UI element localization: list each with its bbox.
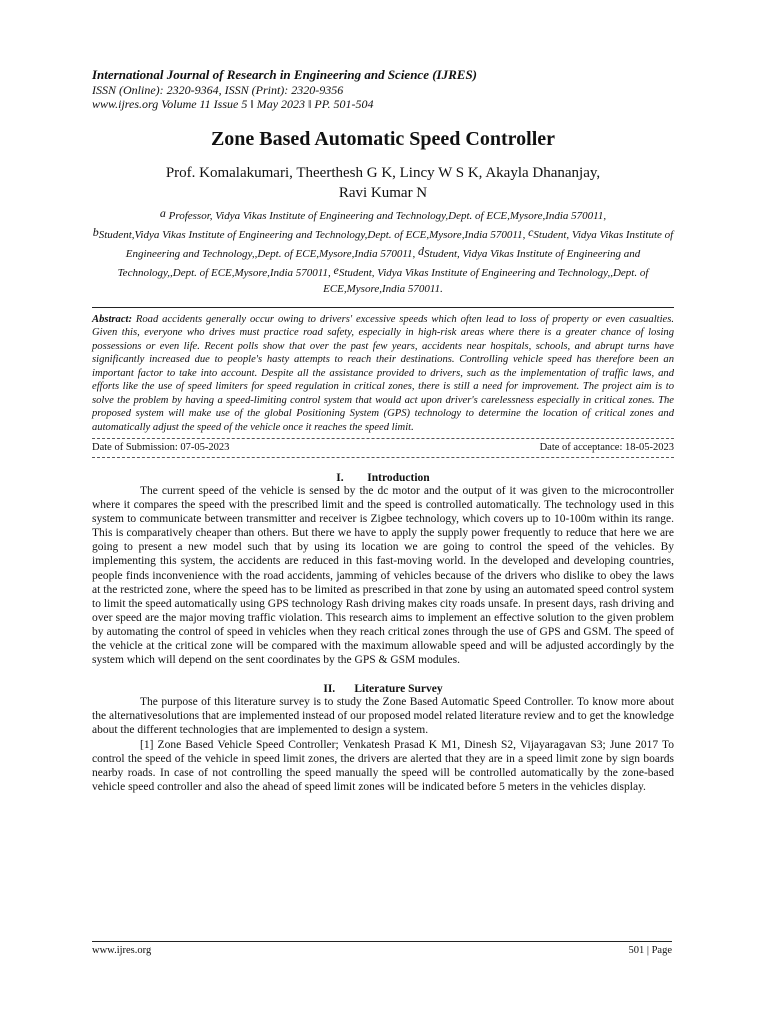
journal-header [92, 68, 674, 112]
paper-title: Zone Based Automatic Speed Controller [210, 127, 556, 150]
date-row [92, 439, 674, 457]
page-number: 501 | Page [628, 945, 672, 956]
literature-reference-1: [1] Zone Based Vehicle Speed Controller; Venkatesh Prasad K M1, Dinesh S2, Vijayaragavan S3; June 2017 To control the speed of the vehicle in speed limit zones, the drivers are alerted that they are in a speed limit zone by sign boards nearby roads. In case of not controlling the speed manually the speed will be controlled automatically by the zone-based vehicle speed controller and also the ahead of speed limit zones will be indicated before 5 meters in the vehicles display. [92, 738, 674, 793]
page-footer [92, 941, 672, 956]
introduction-paragraph: The current speed of the vehicle is sensed by the dc motor and the output of it was given to the microcontroller where it compares the speed with the prescribed limit and the speed is controlled automatically. The technology used in this system to communicate between transmitter and receiver is Zigbee technology, which covers up to 10-100m within its range. This is comparatively cheaper than others. But there we have to apply the supply power frequently to reduce that here we are going to present a new model such that by using its location we are going to control the speed of the vehicles. By implementing this system, the accidents are reduced in this fast-moving world. In the developed and developing countries, people finds inconvenience with the road accidents, jamming of vehicles because of the drivers who dislike to obey the laws at the restricted zone, where the speed has to be limited as prescribed in that zone by using an automated speed control system to limit the speed automatically using GPS technology Rash driving makes city roads unsafe. In present days, rash driving and over speed are the major moving traffic violation. This research aims to implement an effective solution to the given problem by automating the control of speed in vehicles when they reach critical zones through the use of GPS and GSM. The speed of the vehicle at the critical zone will be compared with the maximum allowable speed and will be adjusted accordingly by the system which will depend on the sent coordinates by the GPS & GSM modules. [92, 485, 674, 667]
journal-name: International Journal of Research in Engineering and Science (IJRES) [92, 67, 478, 82]
section-heading-literature-survey [92, 683, 674, 695]
footer-website: www.ijres.org [92, 945, 152, 956]
section-title: Introduction [367, 472, 430, 484]
journal-issue: www.ijres.org Volume 11 Issue 5 ǁ May 2023 ǁ PP. 501-504 [92, 97, 374, 111]
abstract-label: Abstract: [92, 313, 133, 325]
journal-issn: ISSN (Online): 2320-9364, ISSN (Print): 2320-9356 [92, 82, 344, 97]
section-title: Literature Survey [354, 683, 443, 696]
affiliation-marker-e: e [333, 262, 339, 277]
divider [92, 457, 674, 458]
affiliation-marker-b: b [92, 224, 99, 239]
section-number: I. [336, 472, 344, 484]
affiliation-marker-c: c [528, 224, 534, 239]
section-heading-introduction [92, 472, 674, 484]
submission-date: Date of Submission: 07-05-2023 [92, 442, 230, 453]
affiliation-marker-a: a [159, 205, 166, 220]
authors-line-1: Prof. Komalakumari, Theerthesh G K, Lincy W S K, Akayla Dhananjay, [165, 164, 601, 181]
affiliation-d: Student, Vidya Vikas Institute of Engineering and Technology,,Dept. of ECE,Mysore,India 570011, [117, 247, 641, 279]
affiliation-marker-d: d [418, 243, 425, 258]
acceptance-date: Date of acceptance: 18-05-2023 [539, 442, 674, 453]
abstract [92, 307, 674, 435]
affiliation-b: Student,Vidya Vikas Institute of Engineering and Technology,Dept. of ECE,Mysore,India 570011, [98, 228, 529, 241]
abstract-text: Road accidents generally occur owing to drivers' excessive speeds which often lead to loss of property or even casualties. Given this, everyone who drives must practice road safety, especially in high-risk areas where there is a greater chance of losing possessions or even life. Recent polls show that over the past few years, accidents near hospitals, schools, and abrupt turns have significantly increased due to people's hasty attempts to reach their destinations. Controlling vehicle speed has therefore been an important factor to take into account. Despite all the assistance provided to drivers, such as the implementation of traffic laws, and efforts like the use of speed limiters for speed regulation in critical zones, there is still a need for improvement. The project aim is to solve the problem by having a speed-limiting control system that would act upon driver's carelessness especially in critical zones. The proposed system will make use of the global Positioning System (GPS) technology to determine the location of critical zones and automatically adjust the speed of the vehicle once it reaches the speed limit. [92, 313, 674, 433]
affiliation-a: Professor, Vidya Vikas Institute of Engineering and Technology,Dept. of ECE,Mysore,India 570011, [165, 209, 607, 222]
section-number: II. [323, 683, 336, 696]
affiliations [92, 205, 674, 297]
author-list [92, 163, 674, 203]
affiliation-e: Student, Vidya Vikas Institute of Engineering and Technology,,Dept. of ECE,Mysore,India 570011. [323, 266, 649, 295]
literature-paragraph: The purpose of this literature survey is to study the Zone Based Automatic Speed Controller. To know more about the alternativesolutions that are implemented instead of our proposed model related literature review and to get the knowledge about the different technologies that are implemented to design a system. [92, 696, 674, 737]
affiliation-c: Student, Vidya Vikas Institute of Engineering and Technology,,Dept. of ECE,Mysore,India 570011, [125, 228, 674, 260]
authors-line-2: Ravi Kumar N [338, 184, 428, 201]
paper-page [92, 68, 674, 794]
